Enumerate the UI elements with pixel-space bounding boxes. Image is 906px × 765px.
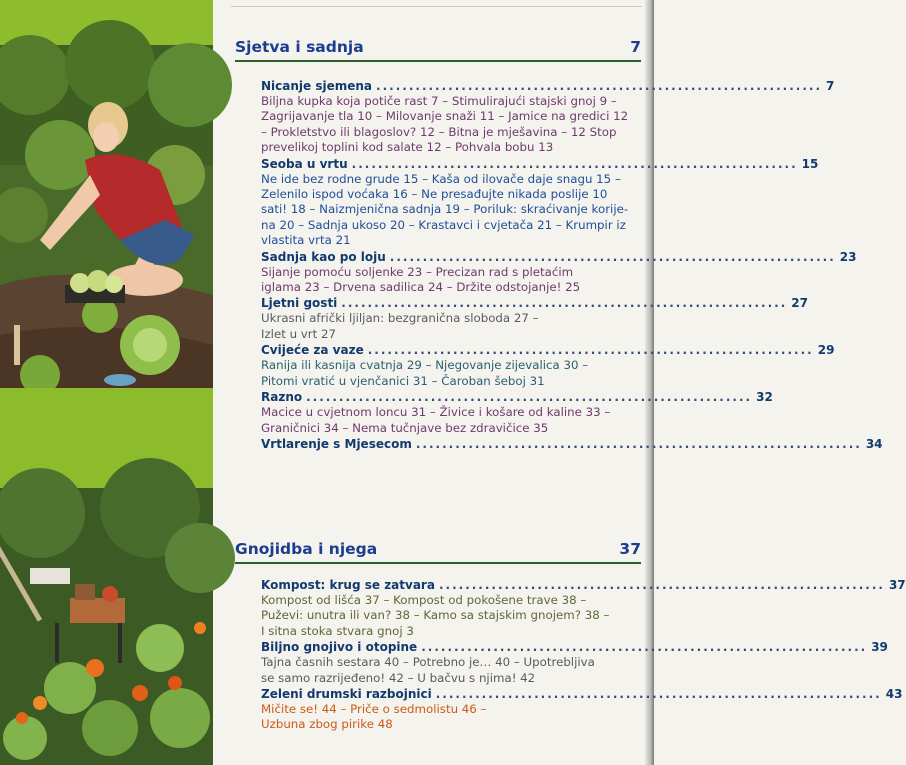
entry-description: Biljna kupka koja potiče rast 7 – Stimulirajući stajski gnoj 9 – Zagrijavanje tla 10 – Milovanje snaži 11 – Jamice na gredici 12 – Prokletstvo ili blagoslov? 12 – Bitna je mješavina – 12 Stop prevelikoj toplini kod salate 12 – Pohvala bobu 13 [261,94,629,155]
dot-leader: .................................................................... [415,436,862,451]
entry-page: 27 [791,296,808,311]
toc-entry[interactable] [261,78,835,156]
entry-description: Ranija ili kasnija cvatnja 29 – Njegovanje zijevalica 30 – Pitomi vratić u vjenčanici 31 – Čaroban šeboj 31 [261,358,589,388]
entry-title: Seoba u vrtu [261,156,348,171]
entry-description: Ne ide bez rodne grude 15 – Kaša od ilovače daje snagu 15 – Zelenilo ispod voćaka 16 – Ne presađujte nikada poslije 10 sati! 18 – Naizmjenična sadnja 19 – Poriluk: skraćivanje korije- na 20 – Sadnja ukoso 20 – Krastavci i cvjetača 21 – Krumpir iz vlastita vrta 21 [261,171,629,248]
entry-description: Macice u cvjetnom loncu 31 – Živice i košare od kaline 33 – Graničnici 34 – Nema tučnjave bez zdravičice 35 [261,405,611,435]
section-rule [235,562,641,564]
entry-title: Kompost: krug se zatvara [261,578,435,592]
toc-entry[interactable] [261,295,808,342]
dot-leader: .................................................................... [376,79,823,93]
toc-entry[interactable] [261,639,888,686]
toc-entry[interactable] [261,249,857,296]
dot-leader: .................................................................... [351,156,798,171]
section-title: Sjetva i sadnja [235,38,364,56]
entry-description: Tajna časnih sestara 40 – Potrebno je… 40 – Upotrebljiva se samo razrijeđeno! 42 – U bačvu s njima! 42 [261,655,595,685]
entry-description: Mičite se! 44 – Priče o sedmolistu 46 – Uzbuna zbog pirike 48 [261,702,487,732]
entry-page: 23 [839,249,857,264]
section-title: Gnojidba i njega [235,540,378,558]
dot-leader: .................................................................... [306,390,753,405]
toc-entry[interactable] [261,156,819,249]
section-header-sjetva [235,38,641,62]
entry-page: 34 [865,436,883,451]
dot-leader: .................................................................... [341,296,788,311]
entry-page: 43 [885,687,903,702]
section-header-gnojidba [235,540,641,564]
toc-entry[interactable] [261,342,835,389]
toc-entry[interactable] [261,436,883,452]
entry-page: 32 [756,390,773,405]
entry-page: 39 [871,640,888,655]
section-entries-sjetva [261,78,883,452]
entry-title: Sadnja kao po loju [261,249,386,264]
section-page: 7 [630,38,641,56]
table-of-contents-page [213,0,906,765]
entry-title: Nicanje sjemena [261,79,373,93]
entry-description: Kompost od lišća 37 – Kompost od pokošene trave 38 – Puževi: unutra ili van? 38 – Kamo sa stajskim gnojem? 38 – I sitna stoka stvara gnoj 3 [261,593,610,638]
section-rule [235,60,641,62]
photo-column [0,0,213,765]
garden-flowers-photo [0,488,213,765]
entry-description: Ukrasni afrički ljiljan: bezgranična sloboda 27 – Izlet u vrt 27 [261,311,539,341]
entry-page: 15 [801,156,819,171]
entry-title: Biljno gnojivo i otopine [261,640,418,655]
toc-entry[interactable] [261,389,773,436]
dot-leader: .................................................................... [435,687,882,702]
entry-title: Razno [261,390,303,405]
dot-leader: .................................................................... [389,249,836,264]
dot-leader: .................................................................... [438,578,885,592]
entry-page: 7 [826,79,835,93]
entry-title: Zeleni drumski razbojnici [261,687,432,702]
entry-title: Cvijeće za vaze [261,343,364,358]
dot-leader: .................................................................... [421,640,868,655]
gardener-planting-photo [0,45,213,388]
entry-description: Sijanje pomoću soljenke 23 – Precizan rad s pletaćim iglama 23 – Drvena sadilica 24 – Držite odstojanje! 25 [261,264,581,295]
entry-title: Ljetni gosti [261,296,338,311]
entry-page: 37 [888,578,906,592]
dot-leader: .................................................................... [367,343,814,358]
entry-title: Vrtlarenje s Mjesecom [261,436,412,451]
toc-entry[interactable] [261,577,906,639]
section-page: 37 [619,540,641,558]
top-divider [231,6,642,7]
toc-entry[interactable] [261,686,903,733]
entry-page: 29 [817,343,835,358]
section-entries-gnojidba [261,577,906,733]
